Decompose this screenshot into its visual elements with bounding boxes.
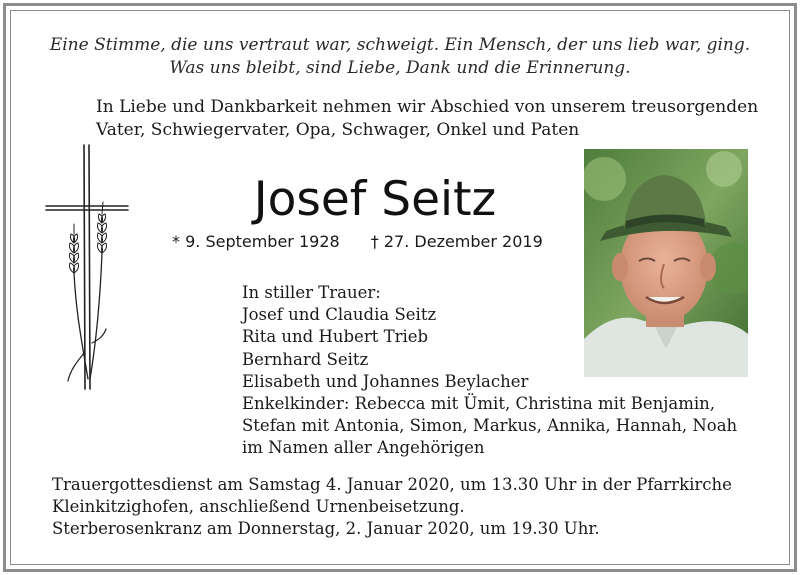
quote-line-2: Was uns bleibt, sind Liebe, Dank und die Erinnerung.	[169, 58, 631, 78]
list-item: Stefan mit Antonia, Simon, Markus, Annika, Hannah, Noah	[242, 416, 738, 436]
mourners-list	[242, 282, 752, 460]
cross-with-wheat-icon	[44, 143, 134, 391]
service-line-1: Trauergottesdienst am Samstag 4. Januar 2020, um 13.30 Uhr in der Pfarrkirche	[52, 475, 732, 494]
intro-line-2: Vater, Schwiegervater, Opa, Schwager, Onkel und Paten	[96, 120, 580, 140]
mourners-heading: In stiller Trauer:	[242, 283, 381, 302]
quote-line-1: Eine Stimme, die uns vertraut war, schweigt. Ein Mensch, der uns lieb war, ging.	[49, 35, 751, 55]
intro-text	[96, 96, 766, 142]
deceased-name: Josef Seitz	[253, 172, 497, 227]
death-date: † 27. Dezember 2019	[370, 232, 543, 251]
memorial-quote	[20, 34, 780, 80]
intro-line-1: In Liebe und Dankbarkeit nehmen wir Abschied von unserem treusorgenden	[96, 97, 759, 117]
service-info	[52, 474, 772, 540]
list-item: Rita und Hubert Trieb	[242, 327, 429, 347]
service-line-3: Sterberosenkranz am Donnerstag, 2. Januar 2020, um 19.30 Uhr.	[52, 519, 600, 538]
life-dates	[172, 232, 572, 252]
list-item: Enkelkinder: Rebecca mit Ümit, Christina mit Benjamin,	[242, 394, 716, 414]
service-line-2: Kleinkitzighofen, anschließend Urnenbeisetzung.	[52, 497, 465, 516]
list-item: Bernhard Seitz	[242, 349, 369, 369]
list-item: Josef und Claudia Seitz	[242, 305, 437, 325]
birth-date: * 9. September 1928	[172, 232, 340, 251]
list-item: im Namen aller Angehörigen	[242, 438, 485, 458]
list-item: Elisabeth und Johannes Beylacher	[242, 371, 529, 391]
